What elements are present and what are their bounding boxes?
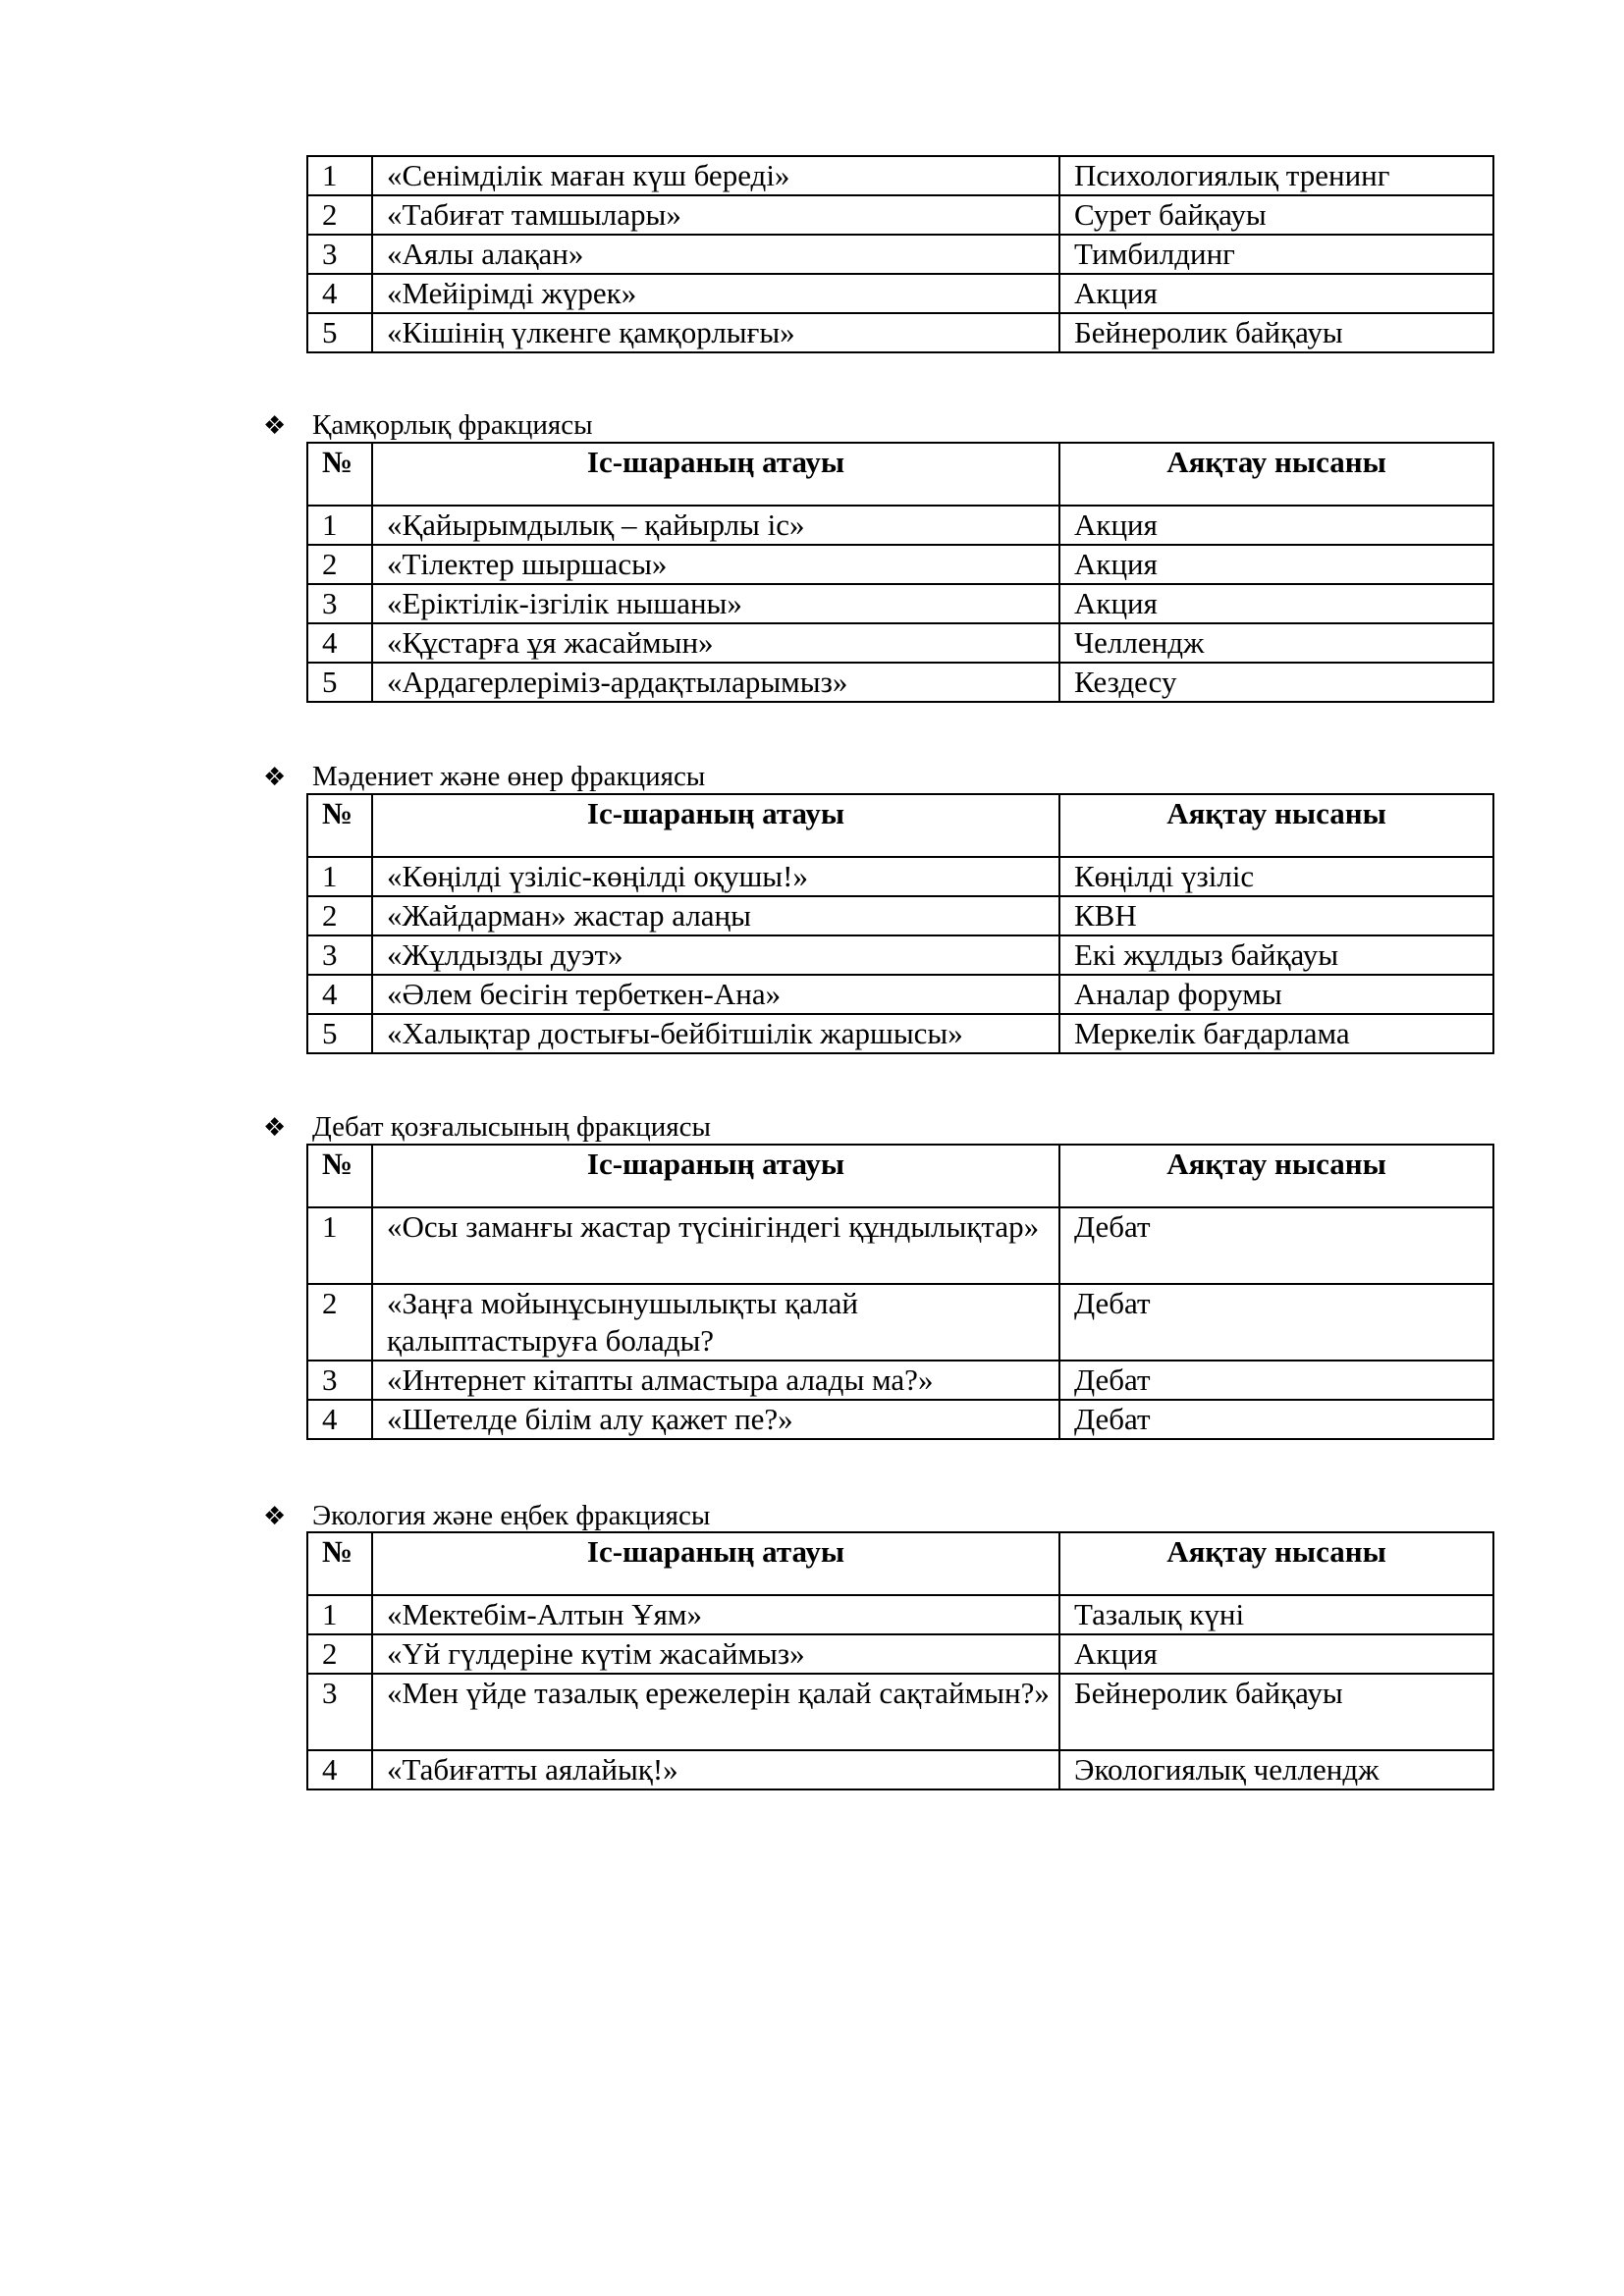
row-number: 5 <box>307 1014 372 1053</box>
table-row <box>307 1674 1493 1750</box>
event-name: «Қайырымдылық – қайырлы іс» <box>372 506 1059 545</box>
completion-form: Акция <box>1059 545 1493 584</box>
table-row <box>307 623 1493 663</box>
event-name: «Табиғатты аялайық!» <box>372 1750 1059 1789</box>
row-number: 5 <box>307 663 372 702</box>
table-row <box>307 1207 1493 1284</box>
diamond-bullet-icon: ❖ <box>263 1113 287 1143</box>
completion-form: Акция <box>1059 274 1493 313</box>
row-number: 4 <box>307 274 372 313</box>
table-row <box>307 506 1493 545</box>
row-number: 3 <box>307 935 372 975</box>
diamond-bullet-icon: ❖ <box>263 411 287 441</box>
table-row <box>307 1595 1493 1634</box>
event-name: «Сенімділік маған күш береді» <box>372 156 1059 195</box>
header-completion-form: Аяқтау нысаны <box>1059 1532 1493 1595</box>
diamond-bullet-icon: ❖ <box>263 763 287 792</box>
row-number: 3 <box>307 584 372 623</box>
section-title: ❖ Мәдениет және өнер фракциясы <box>263 761 706 792</box>
table-row <box>307 235 1493 274</box>
row-number: 4 <box>307 1400 372 1439</box>
event-name: «Заңға мойынұсынушылықты қалай қалыптастыруға болады? <box>372 1284 1059 1361</box>
completion-form: Меркелік бағдарлама <box>1059 1014 1493 1053</box>
event-name: «Үй гүлдеріне күтім жасаймыз» <box>372 1634 1059 1674</box>
activities-table <box>306 1144 1494 1440</box>
row-number: 1 <box>307 506 372 545</box>
row-number: 2 <box>307 545 372 584</box>
completion-form: Дебат <box>1059 1284 1493 1361</box>
completion-form: Челлендж <box>1059 623 1493 663</box>
table-row <box>307 1634 1493 1674</box>
event-name: «Осы заманғы жастар түсінігіндегі құндылықтар» <box>372 1207 1059 1284</box>
event-name: «Шетелде білім алу қажет пе?» <box>372 1400 1059 1439</box>
table-row <box>307 156 1493 195</box>
table-row <box>307 584 1493 623</box>
event-name: «Аялы алақан» <box>372 235 1059 274</box>
completion-form: Акция <box>1059 506 1493 545</box>
table-row <box>307 1014 1493 1053</box>
completion-form: Аналар форумы <box>1059 975 1493 1014</box>
table-row <box>307 663 1493 702</box>
event-name: «Табиғат тамшылары» <box>372 195 1059 235</box>
header-number: № <box>307 1145 372 1207</box>
completion-form: Бейнеролик байқауы <box>1059 313 1493 352</box>
completion-form: Дебат <box>1059 1207 1493 1284</box>
header-completion-form: Аяқтау нысаны <box>1059 1145 1493 1207</box>
completion-form: Екі жұлдыз байқауы <box>1059 935 1493 975</box>
row-number: 3 <box>307 1674 372 1750</box>
event-name: «Ардагерлеріміз-ардақтыларымыз» <box>372 663 1059 702</box>
diamond-bullet-icon: ❖ <box>263 1502 287 1531</box>
completion-form: Кездесу <box>1059 663 1493 702</box>
row-number: 3 <box>307 1361 372 1400</box>
table-row <box>307 935 1493 975</box>
row-number: 1 <box>307 1207 372 1284</box>
header-event-name: Іс-шараның атауы <box>372 443 1059 506</box>
row-number: 4 <box>307 975 372 1014</box>
completion-form: КВН <box>1059 896 1493 935</box>
completion-form: Тимбилдинг <box>1059 235 1493 274</box>
event-name: «Мен үйде тазалық ережелерін қалай сақтаймын?» <box>372 1674 1059 1750</box>
row-number: 2 <box>307 1284 372 1361</box>
table-row <box>307 274 1493 313</box>
header-event-name: Іс-шараның атауы <box>372 1145 1059 1207</box>
row-number: 4 <box>307 623 372 663</box>
table-row <box>307 195 1493 235</box>
table-row <box>307 1284 1493 1361</box>
completion-form: Психологиялық тренинг <box>1059 156 1493 195</box>
row-number: 1 <box>307 156 372 195</box>
completion-form: Дебат <box>1059 1400 1493 1439</box>
row-number: 1 <box>307 857 372 896</box>
table-row <box>307 1750 1493 1789</box>
event-name: «Мектебім-Алтын Ұям» <box>372 1595 1059 1634</box>
completion-form: Акция <box>1059 584 1493 623</box>
activities-table <box>306 1531 1494 1790</box>
completion-form: Экологиялық челлендж <box>1059 1750 1493 1789</box>
section-title: ❖ Экология және еңбек фракциясы <box>263 1500 711 1531</box>
row-number: 2 <box>307 896 372 935</box>
header-number: № <box>307 794 372 857</box>
section-title: ❖ Қамқорлық фракциясы <box>263 409 593 441</box>
completion-form: Сурет байқауы <box>1059 195 1493 235</box>
event-name: «Мейірімді жүрек» <box>372 274 1059 313</box>
row-number: 2 <box>307 195 372 235</box>
row-number: 2 <box>307 1634 372 1674</box>
header-event-name: Іс-шараның атауы <box>372 1532 1059 1595</box>
activities-table <box>306 442 1494 703</box>
completion-form: Көңілді үзіліс <box>1059 857 1493 896</box>
table-row <box>307 313 1493 352</box>
event-name: «Кішінің үлкенге қамқорлығы» <box>372 313 1059 352</box>
table-row <box>307 857 1493 896</box>
table-row <box>307 545 1493 584</box>
completion-form: Дебат <box>1059 1361 1493 1400</box>
event-name: «Халықтар достығы-бейбітшілік жаршысы» <box>372 1014 1059 1053</box>
event-name: «Жұлдызды дуэт» <box>372 935 1059 975</box>
completion-form: Акция <box>1059 1634 1493 1674</box>
completion-form: Тазалық күні <box>1059 1595 1493 1634</box>
activities-table-continued <box>306 155 1494 353</box>
table-row <box>307 975 1493 1014</box>
event-name: «Көңілді үзіліс-көңілді оқушы!» <box>372 857 1059 896</box>
header-event-name: Іс-шараның атауы <box>372 794 1059 857</box>
header-number: № <box>307 1532 372 1595</box>
event-name: «Жайдарман» жастар алаңы <box>372 896 1059 935</box>
activities-table <box>306 793 1494 1054</box>
header-number: № <box>307 443 372 506</box>
event-name: «Тілектер шыршасы» <box>372 545 1059 584</box>
event-name: «Әлем бесігін тербеткен-Ана» <box>372 975 1059 1014</box>
table-row <box>307 896 1493 935</box>
section-title: ❖ Дебат қозғалысының фракциясы <box>263 1111 711 1143</box>
completion-form: Бейнеролик байқауы <box>1059 1674 1493 1750</box>
row-number: 5 <box>307 313 372 352</box>
event-name: «Интернет кітапты алмастыра алады ма?» <box>372 1361 1059 1400</box>
table-row <box>307 1361 1493 1400</box>
header-completion-form: Аяқтау нысаны <box>1059 794 1493 857</box>
row-number: 4 <box>307 1750 372 1789</box>
event-name: «Еріктілік-ізгілік нышаны» <box>372 584 1059 623</box>
table-row <box>307 1400 1493 1439</box>
event-name: «Құстарға ұя жасаймын» <box>372 623 1059 663</box>
header-completion-form: Аяқтау нысаны <box>1059 443 1493 506</box>
row-number: 3 <box>307 235 372 274</box>
row-number: 1 <box>307 1595 372 1634</box>
